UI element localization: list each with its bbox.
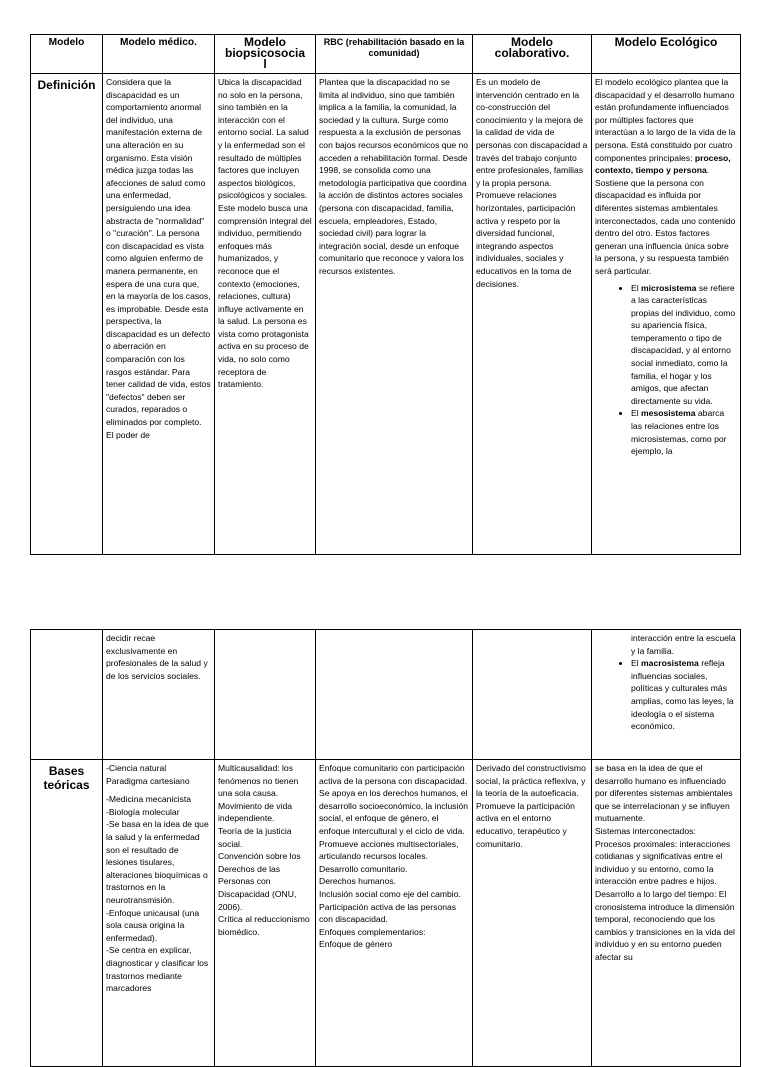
header-modelo: Modelo <box>31 35 103 74</box>
cell-cont-bio <box>215 630 316 760</box>
bases-colab-item: Promueve la participación activa en el entorno educativo, terapéutico y comunitario. <box>476 800 575 849</box>
cell-bases-medico <box>103 760 215 1067</box>
eco-p1-text: El modelo ecológico plantea que la discapacidad y el desarrollo humano están profundamente influenciados por múltiples factores que interactúan a lo largo de la vida de la persona. Está constituido por cuatro componentes principales: <box>595 77 736 163</box>
continuation-row <box>31 630 741 760</box>
eco-systems-list <box>595 282 737 458</box>
comparison-table-page-1 <box>30 34 741 555</box>
header-bio-line3: l <box>263 57 267 71</box>
bases-bio-item: Movimiento de vida independiente. <box>218 800 293 824</box>
comparison-table-page-2 <box>30 629 741 1067</box>
eco-paragraph-2: Sostiene que la persona con discapacidad es influida por diferentes sistemas ambientales interconectados, cada uno contenido dentro del otro. Estos factores generan una influencia única sobre la persona, y su respuesta también será particular. <box>595 177 736 276</box>
eco-p1-end: . <box>706 165 710 176</box>
li-text: El <box>631 282 642 293</box>
cell-definicion-colaborativo: Es un modelo de intervención centrado en la co-construcción del conocimiento y la mejora de la calidad de vida de personas con discapacidad a través del trabajo conjunto entre profesionales, familias y la propia persona. Promueve relaciones horizontales, participación activa y respeto por la diversidad funcional, integrando aspectos individuales, sociales y educativos en la toma de decisiones. <box>473 74 592 555</box>
cell-cont-rbc <box>316 630 473 760</box>
li-bold: mesosistema <box>641 408 696 419</box>
bases-medico-item: -Se centra en explicar, diagnosticar y clasificar los trastornos mediante marcadores <box>106 945 209 994</box>
bases-rbc-item: Se apoya en los derechos humanos, el desarrollo socioeconómico, la inclusión social, el enfoque de género, el enfoque intercultural y el ciclo de vida. <box>319 788 469 836</box>
header-colab-line2: colaborativo. <box>494 46 570 60</box>
header-bio-line1: Modelo <box>244 35 286 49</box>
header-modelo-medico: Modelo médico. <box>103 35 215 74</box>
cell-cont-colab <box>473 630 592 760</box>
eco-systems-list-cont <box>595 657 737 733</box>
bases-eco-item: se basa en la idea de que el desarrollo humano es influenciado por diferentes sistemas ambientales que se interrelacionan y se influyen mutuamente. <box>595 763 733 824</box>
eco-paragraph-1 <box>595 76 737 177</box>
bases-medico-item: -Ciencia natural <box>106 763 167 773</box>
header-modelo-colaborativo <box>473 35 592 74</box>
bases-bio-item: Convención sobre los Derechos de las Personas con Discapacidad (ONU, 2006). <box>218 851 301 912</box>
li-text: refleja influencias sociales, políticas y culturales más amplias, como las leyes, la ideología o el sistema económico. <box>631 658 734 732</box>
bases-rbc-item: Enfoque de género <box>319 939 393 950</box>
cell-definicion-rbc: Plantea que la discapacidad no se limita al individuo, sino que también implica a la familia, la comunidad, la sociedad y la cultura. Surge como respuesta a la exclusión de personas con bajos recursos económicos que no acceden a rehabilitación formal. Desde 1998, se consolida como una metodología participativa que coordina la acción de distintos actores sociales (persona con discapacidad, familia, escuela, empleadores, Estado, sociedad civil) para lograr la integración social, desde un enfoque comunitario que reconoce y valora los recursos existentes. <box>316 74 473 555</box>
eco-p1-bold: proceso, contexto, tiempo y persona <box>595 152 731 176</box>
li-bold: microsistema <box>641 282 697 293</box>
cell-cont-ecologico <box>592 630 741 760</box>
bases-rbc-item: Desarrollo comunitario. <box>319 863 408 874</box>
header-row <box>31 35 741 74</box>
cell-definicion-medico: Considera que la discapacidad es un comportamiento anormal del individuo, una manifestación externa de una alteración en su organismo. Esta visión médica juzga todas las afecciones de salud como una enfermedad, persiguiendo una idea abstracta de "normalidad" o "curación". La persona con discapacidad es vista como alguien enfermo de manera permanente, en espera de una cura que, en la mayoría de los casos, es improbable. Desde esta perspectiva, la discapacidad es un defecto o aberración en comparación con los rasgos estándar. Para tener calidad de vida, estos "defectos" deben ser curados, reparados o eliminados por completo. El poder de <box>103 74 215 555</box>
header-colab-line1: Modelo <box>511 35 553 49</box>
header-modelo-ecologico: Modelo Ecológico <box>592 35 741 74</box>
cell-definicion-ecologico <box>592 74 741 555</box>
cell-bases-rbc <box>316 760 473 1067</box>
bases-colab-item: Derivado del constructivismo social, la práctica reflexiva, y la teoría de la autoeficacia. <box>476 763 586 799</box>
bases-rbc-item: Participación activa de las personas con discapacidad. <box>319 901 457 925</box>
row-label-definicion: Definición <box>31 74 103 555</box>
bases-medico-item: -Enfoque unicausal (una sola causa origina la enfermedad). <box>106 907 200 943</box>
list-item-microsistema <box>631 282 737 408</box>
bases-medico-item: -Se basa en la idea de que la salud y la enfermedad son el resultado de lesiones tisulares, alteraciones bioquímicas o trastornos en la neurotransmisión. <box>106 819 209 905</box>
bases-label-line2: teóricas <box>43 778 90 792</box>
header-rbc: RBC (rehabilitación basado en la comunidad) <box>316 35 473 74</box>
li-text: El <box>631 658 642 669</box>
bases-bio-item: Teoría de la justicia social. <box>218 825 292 849</box>
list-item-mesosistema <box>631 407 737 457</box>
cell-bases-biopsicosocial <box>215 760 316 1067</box>
bases-medico-item: -Medicina mecanicista <box>106 794 192 805</box>
bases-bio-item: Crítica al reduccionismo biomédico. <box>218 914 310 937</box>
cell-cont-medico: decidir recae exclusivamente en profesionales de la salud y de los servicios sociales. <box>103 630 215 760</box>
bases-medico-item: Paradigma cartesiano <box>106 775 190 786</box>
cell-definicion-biopsicosocial: Ubica la discapacidad no solo en la persona, sino también en la interacción con el entorno social. La salud y la enfermedad son el resultado de múltiples factores que incluyen aspectos biológicos, psicológicos y sociales. Este modelo busca una comprensión integral del individuo, permitiendo enfoques más humanizados, y reconoce que el contexto (emociones, relaciones, cultura) influye activamente en la salud. La persona es vista como protagonista activa en su proceso de vida, no solo como receptora de tratamiento. <box>215 74 316 555</box>
cell-cont-label <box>31 630 103 760</box>
bases-label-line1: Bases <box>48 764 85 778</box>
header-bio-line2: biopsicosocia <box>224 46 306 60</box>
li-text: se refiere a las características propias del individuo, como su apariencia física, temperamento o tipo de discapacidad, y al entorno social inmediato, como la familia, el hogar y los amigos, que afectan directamente su vida. <box>631 282 736 406</box>
bases-medico-item: -Biología molecular <box>106 806 180 817</box>
bases-rbc-item: Enfoques complementarios: <box>319 926 426 937</box>
bases-eco-item: Procesos proximales: interacciones cotidianas y significativas entre el individuo y su entorno, como la interacción entre padres e hijos. <box>595 838 731 887</box>
definicion-row <box>31 74 741 555</box>
header-modelo-biopsicosocial <box>215 35 316 74</box>
cell-bases-colaborativo <box>473 760 592 1067</box>
bases-bio-item: Multicausalidad: los fenómenos no tienen una sola causa. <box>218 763 299 799</box>
bases-rbc-item: Promueve acciones multisectoriales, articulando recursos locales. <box>319 838 459 862</box>
li-bold: macrosistema <box>641 658 699 669</box>
list-item-macrosistema <box>631 657 737 733</box>
cell-bases-ecologico <box>592 760 741 1067</box>
bases-teoricas-row <box>31 760 741 1067</box>
bases-rbc-item: Enfoque comunitario con participación activa de la persona con discapacidad. <box>319 763 468 786</box>
bases-rbc-item: Inclusión social como eje del cambio. <box>319 888 461 899</box>
li-text: El <box>631 408 642 419</box>
li-text: abarca las relaciones entre los microsistemas, como por ejemplo, la <box>631 408 727 457</box>
bases-rbc-item: Derechos humanos. <box>319 876 396 887</box>
bases-eco-item: Sistemas interconectados: <box>595 825 696 836</box>
bases-eco-item: Desarrollo a lo largo del tiempo: El cronosistema introduce la dimensión temporal, reconociendo que los cambios y transiciones en la vida del individuo y en su entorno pueden afectar su <box>595 888 735 962</box>
eco-mesosistema-continuation: interacción entre la escuela y la familia. <box>631 633 736 656</box>
row-label-bases-teoricas <box>31 760 103 1067</box>
